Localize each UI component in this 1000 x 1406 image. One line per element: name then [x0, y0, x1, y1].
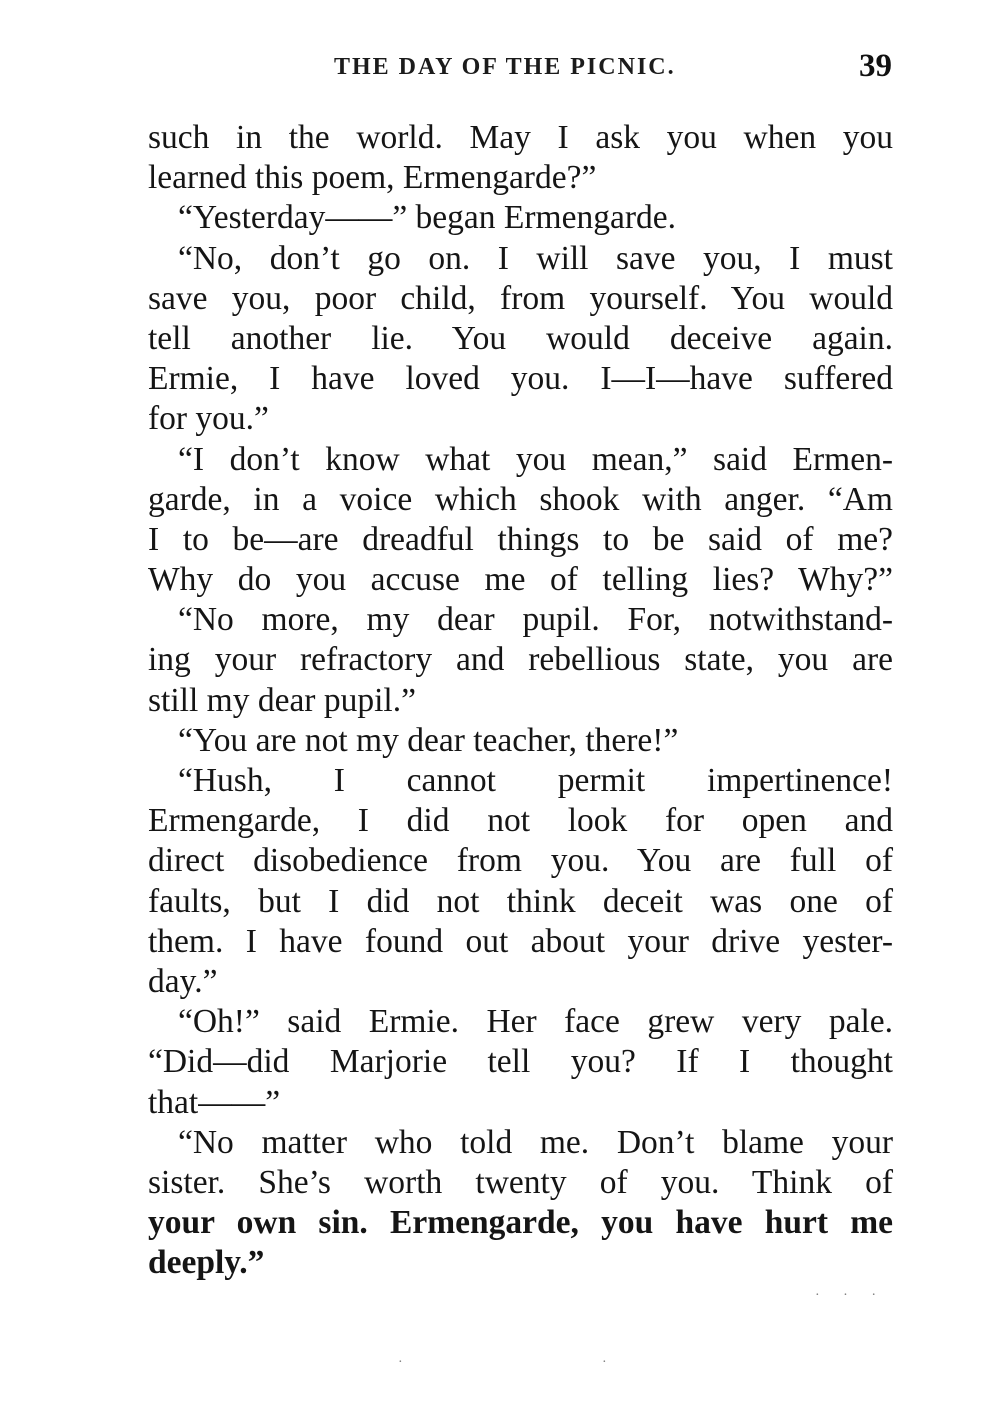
text-line: day.”: [148, 962, 218, 1000]
text-line: direct disobedience from you. You are full of: [148, 842, 893, 880]
running-title: THE DAY OF THE PICNIC.: [334, 54, 676, 80]
text-line: them. I have found out about your drive yester-: [148, 922, 893, 960]
text-line: “Hush, I cannot permit impertinence!: [178, 762, 893, 799]
text-line: “Yesterday——” began Ermengarde.: [178, 199, 676, 237]
print-speck: ·: [602, 1355, 617, 1370]
text-line: Ermengarde, I did not look for open and: [148, 802, 893, 840]
text-line: Ermie, I have loved you. I—I—have suffered: [148, 360, 893, 398]
text-line: such in the world. May I ask you when you: [148, 119, 893, 156]
print-speck: ·: [398, 1355, 413, 1370]
text-line: tell another lie. You would deceive again.: [148, 319, 893, 357]
text-line: sister. She’s worth twenty of you. Think of: [148, 1163, 893, 1201]
page-number: 39: [859, 48, 892, 84]
text-line: for you.”: [148, 400, 269, 438]
print-specks: · · ·: [815, 1288, 886, 1303]
text-line: still my dear pupil.”: [148, 681, 416, 719]
body-text: [148, 118, 893, 1283]
text-line: “Oh!” said Ermie. Her face grew very pale.: [178, 1003, 893, 1041]
text-line: “No more, my dear pupil. For, notwithstand-: [178, 601, 893, 639]
text-line: “No matter who told me. Don’t blame your: [178, 1123, 893, 1161]
text-line: garde, in a voice which shook with anger. “Am: [148, 480, 893, 518]
running-head: [147, 48, 892, 88]
text-line: faults, but I did not think deceit was one of: [148, 882, 893, 920]
text-line: learned this poem, Ermengarde?”: [148, 159, 597, 197]
text-line: Why do you accuse me of telling lies? Why?”: [148, 561, 893, 599]
text-line: deeply.”: [148, 1244, 265, 1282]
text-line: “I don’t know what you mean,” said Ermen-: [178, 440, 893, 478]
text-line: “No, don’t go on. I will save you, I must: [178, 239, 893, 277]
text-line: “Did—did Marjorie tell you? If I thought: [148, 1043, 893, 1081]
text-line: ing your refractory and rebellious state, you are: [148, 641, 893, 679]
text-line: that——”: [148, 1083, 281, 1121]
text-line: save you, poor child, from yourself. You would: [148, 279, 893, 317]
text-line: your own sin. Ermengarde, you have hurt me: [148, 1204, 893, 1242]
text-line: “You are not my dear teacher, there!”: [178, 721, 679, 759]
text-line: I to be—are dreadful things to be said of me?: [148, 520, 893, 558]
